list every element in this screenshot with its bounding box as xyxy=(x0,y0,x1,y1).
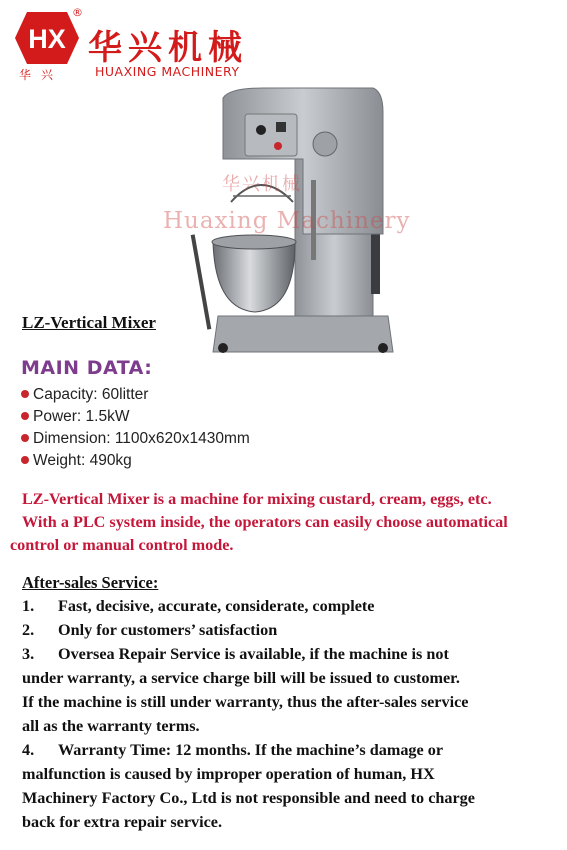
description-line-3: control or manual control mode. xyxy=(10,536,234,554)
bullet-icon xyxy=(21,390,29,398)
brand-name-english: HUAXING MACHINERY xyxy=(95,64,240,79)
service-number: 2. xyxy=(22,621,35,639)
spec-text: Dimension: 1100x620x1430mm xyxy=(33,430,250,447)
bullet-icon xyxy=(21,456,29,464)
after-sales-heading: After-sales Service: xyxy=(22,573,159,592)
watermark-english: Huaxing Machinery xyxy=(163,208,411,234)
spec-text: Capacity: 60litter xyxy=(33,386,149,403)
bullet-icon xyxy=(21,412,29,420)
spec-item xyxy=(21,430,250,448)
hx-logo-icon xyxy=(13,10,81,66)
service-text-line: under warranty, a service charge bill will be issued to customer. xyxy=(22,669,460,687)
service-text: Oversea Repair Service is available, if the machine is not xyxy=(58,645,449,663)
description-line-1: LZ-Vertical Mixer is a machine for mixing custard, cream, eggs, etc. xyxy=(22,490,492,508)
service-text-line: back for extra repair service. xyxy=(22,813,223,831)
service-item xyxy=(22,621,277,640)
spec-item xyxy=(21,386,148,404)
service-number: 3. xyxy=(22,645,35,663)
spec-text: Power: 1.5kW xyxy=(33,408,130,425)
service-text-line: malfunction is caused by improper operation of human, HX xyxy=(22,765,435,783)
service-item xyxy=(22,741,443,760)
service-number: 1. xyxy=(22,597,35,615)
bullet-icon xyxy=(21,434,29,442)
watermark-chinese: 华兴机械 xyxy=(222,174,302,195)
spec-item xyxy=(21,452,132,470)
main-data-heading: MAIN DATA: xyxy=(21,357,153,379)
brand-name-chinese: 华兴机械 xyxy=(88,28,248,68)
service-text: Only for customers’ satisfaction xyxy=(58,621,278,639)
service-text: Fast, decisive, accurate, considerate, complete xyxy=(58,597,375,615)
service-item xyxy=(22,645,449,664)
service-text-line: all as the warranty terms. xyxy=(22,717,200,735)
service-item xyxy=(22,597,374,616)
service-text-line: Machinery Factory Co., Ltd is not responsible and need to charge xyxy=(22,789,475,807)
description-line-2: With a PLC system inside, the operators can easily choose automatical xyxy=(22,513,508,531)
registered-mark: ® xyxy=(72,6,83,19)
spec-text: Weight: 490kg xyxy=(33,452,132,469)
product-title: LZ-Vertical Mixer xyxy=(22,313,156,332)
logo-sub-text: 华兴 xyxy=(19,68,64,82)
service-text-line: If the machine is still under warranty, thus the after-sales service xyxy=(22,693,469,711)
service-text: Warranty Time: 12 months. If the machine’s damage or xyxy=(58,741,444,759)
logo-mark-text: HX xyxy=(28,24,66,54)
service-number: 4. xyxy=(22,741,35,759)
spec-item xyxy=(21,408,129,426)
